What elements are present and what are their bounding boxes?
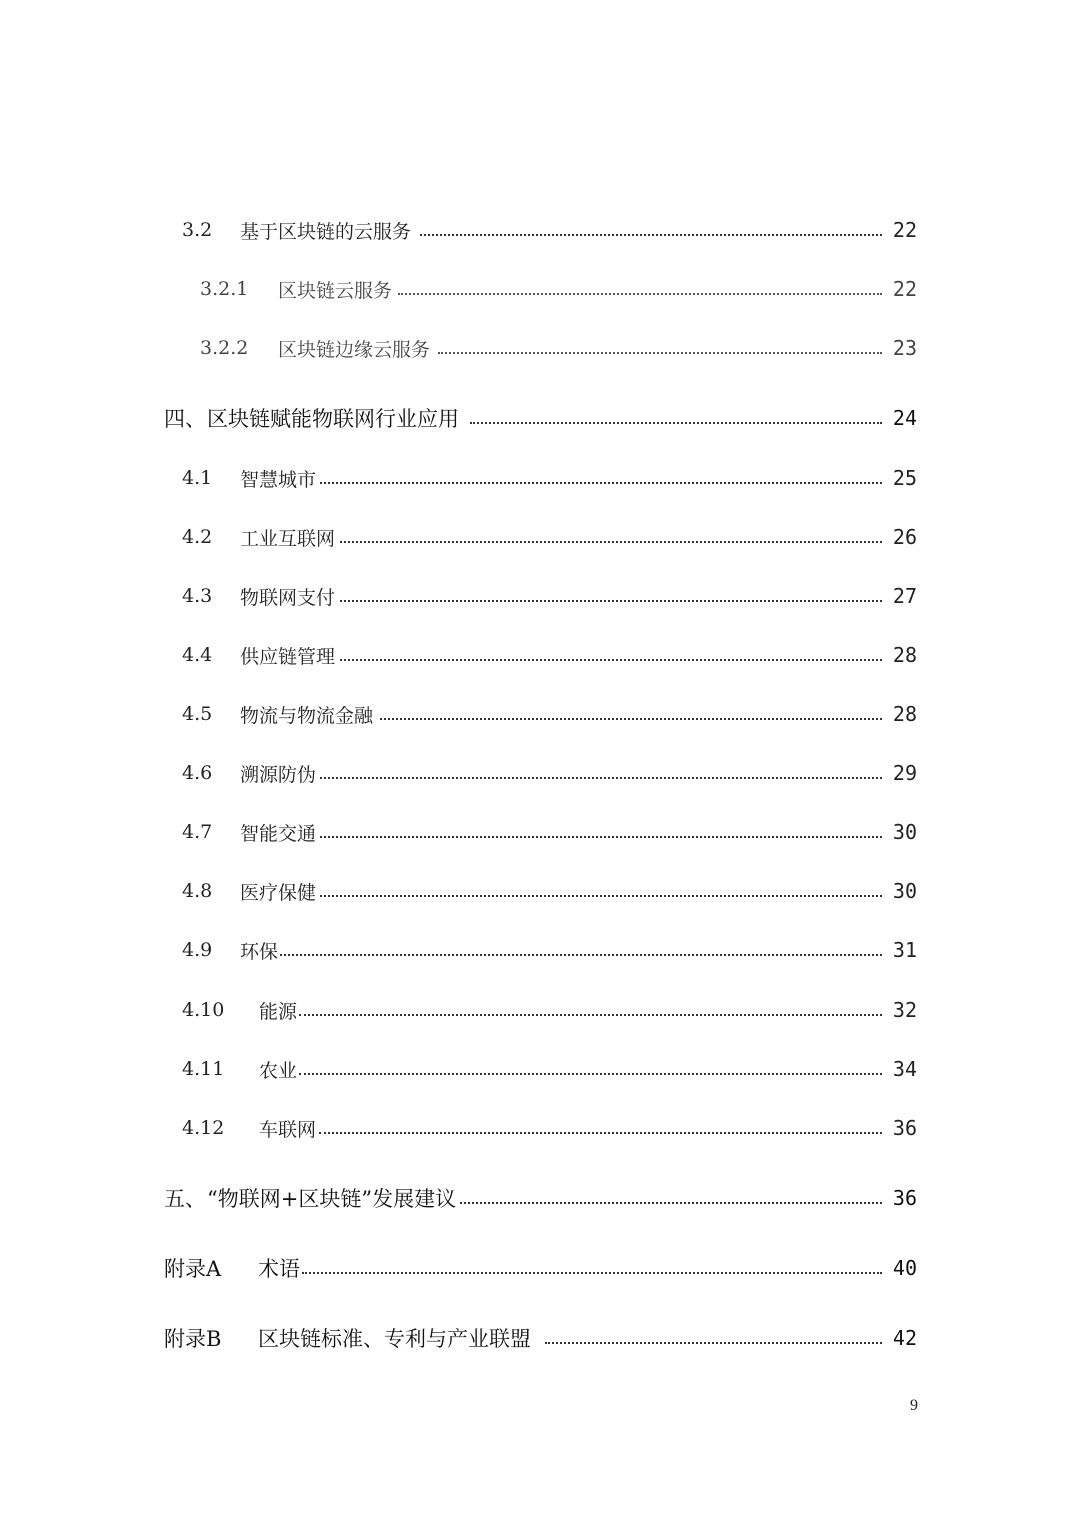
toc-leader: [320, 777, 882, 779]
toc-entry-appendix-a[interactable]: [0, 1248, 1080, 1288]
toc-page-number: 22: [892, 277, 917, 301]
toc-number: 3.2: [182, 219, 213, 241]
toc-entry-4-3[interactable]: [0, 576, 1080, 616]
toc-leader: [340, 541, 882, 543]
toc-entry-3-2[interactable]: [0, 210, 1080, 250]
toc-entry-chapter-4[interactable]: [0, 398, 1080, 438]
toc-entry-4-11[interactable]: [0, 1049, 1080, 1089]
toc-page-number: 28: [892, 702, 917, 726]
toc-entry-4-7[interactable]: [0, 812, 1080, 852]
toc-entry-3-2-1[interactable]: [0, 269, 1080, 309]
toc-page-number: 32: [892, 998, 917, 1022]
toc-title: 区块链赋能物联网行业应用: [207, 407, 459, 431]
toc-page-number: 26: [892, 525, 917, 549]
toc-number: 4.1: [182, 467, 213, 489]
toc-leader: [320, 895, 882, 897]
toc-page-number: 34: [892, 1057, 917, 1081]
toc-number: 4.10: [182, 999, 225, 1021]
toc-page-number: 29: [892, 761, 917, 785]
toc-title: 车联网: [259, 1118, 317, 1141]
toc-page-number: 22: [892, 218, 917, 242]
toc-leader: [319, 1132, 882, 1134]
toc-leader: [380, 718, 882, 720]
toc-leader: [398, 293, 882, 295]
toc-number: 四、: [164, 407, 206, 431]
toc-number: 3.2.1: [200, 278, 249, 300]
toc-number: 五、: [164, 1187, 206, 1211]
toc-number: 4.7: [182, 821, 213, 843]
toc-entry-4-2[interactable]: [0, 517, 1080, 557]
toc-page-number: 36: [892, 1186, 917, 1210]
toc-page-number: 24: [892, 406, 917, 430]
toc-number: 4.8: [182, 880, 213, 902]
toc-leader: [299, 1014, 882, 1016]
toc-title: 能源: [259, 1000, 298, 1023]
toc-number: 附录A: [164, 1257, 222, 1281]
toc-entry-4-8[interactable]: [0, 871, 1080, 911]
toc-leader: [438, 352, 882, 354]
toc-leader: [470, 422, 882, 424]
toc-leader: [320, 482, 882, 484]
toc-number: 4.12: [182, 1117, 225, 1139]
toc-page-number: 28: [892, 643, 917, 667]
toc-title: 智能交通: [240, 822, 317, 845]
toc-title: 工业互联网: [240, 527, 336, 550]
toc-entry-chapter-5[interactable]: [0, 1178, 1080, 1218]
toc-leader: [420, 234, 882, 236]
toc-title: “物联网+区块链”发展建议: [207, 1187, 457, 1211]
toc-entry-4-6[interactable]: [0, 753, 1080, 793]
toc-title: 术语: [258, 1257, 300, 1281]
toc-entry-4-4[interactable]: [0, 635, 1080, 675]
toc-page-number: 42: [892, 1326, 917, 1350]
toc-page-number: 36: [892, 1116, 917, 1140]
toc-leader: [460, 1202, 882, 1204]
toc-title: 物联网支付: [240, 586, 336, 609]
toc-entry-3-2-2[interactable]: [0, 328, 1080, 368]
toc-number: 4.3: [182, 585, 213, 607]
toc-page-number: 40: [892, 1256, 917, 1280]
toc-title: 基于区块链的云服务: [240, 220, 412, 243]
page-footer-number: 9: [910, 1397, 918, 1414]
toc-title: 区块链边缘云服务: [278, 338, 431, 361]
toc-number: 4.2: [182, 526, 213, 548]
toc-leader: [320, 836, 882, 838]
toc-title: 环保: [240, 940, 279, 963]
toc-leader: [302, 1272, 882, 1274]
toc-leader: [545, 1342, 882, 1344]
toc-page-number: 27: [892, 584, 917, 608]
toc-number: 4.6: [182, 762, 213, 784]
toc-leader: [340, 659, 882, 661]
toc-number: 附录B: [164, 1327, 222, 1351]
toc-number: 4.4: [182, 644, 213, 666]
toc-title: 医疗保健: [240, 881, 317, 904]
toc-page-number: 25: [892, 466, 917, 490]
toc-number: 4.5: [182, 703, 213, 725]
toc-entry-4-1[interactable]: [0, 458, 1080, 498]
toc-title: 溯源防伪: [240, 763, 317, 786]
toc-title: 智慧城市: [240, 468, 317, 491]
toc-entry-4-5[interactable]: [0, 694, 1080, 734]
toc-title: 物流与物流金融: [240, 704, 374, 727]
toc-number: 4.9: [182, 939, 213, 961]
toc-entry-4-10[interactable]: [0, 990, 1080, 1030]
toc-page-number: 30: [892, 820, 917, 844]
toc-title: 区块链云服务: [278, 279, 393, 302]
toc-number: 4.11: [182, 1058, 225, 1080]
toc-page-number: 23: [892, 336, 917, 360]
toc-title: 供应链管理: [240, 645, 336, 668]
toc-number: 3.2.2: [200, 337, 249, 359]
toc-entry-appendix-b[interactable]: [0, 1318, 1080, 1358]
toc-leader: [299, 1073, 882, 1075]
toc-entry-4-9[interactable]: [0, 930, 1080, 970]
toc-title: 区块链标准、专利与产业联盟: [258, 1327, 531, 1351]
toc-entry-4-12[interactable]: [0, 1108, 1080, 1148]
toc-page-number: 30: [892, 879, 917, 903]
toc-leader: [280, 954, 882, 956]
toc-leader: [340, 600, 882, 602]
toc-page-number: 31: [892, 938, 917, 962]
toc-title: 农业: [259, 1059, 298, 1082]
